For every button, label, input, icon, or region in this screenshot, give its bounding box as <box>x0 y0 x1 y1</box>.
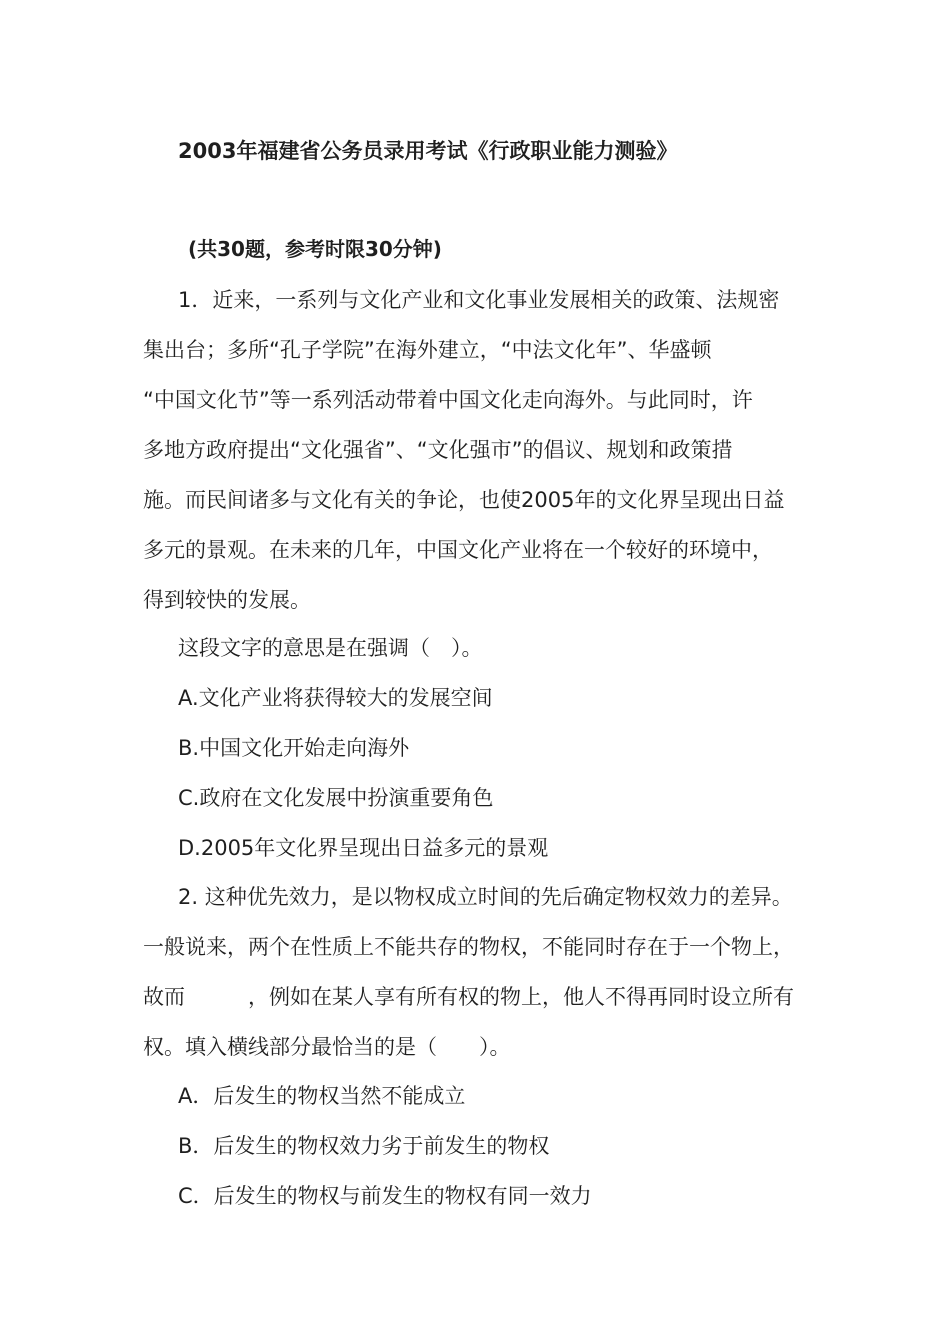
q2-paragraph-line: 一般说来，两个在性质上不能共存的物权，不能同时存在于一个物上， <box>143 935 794 959</box>
q1-option-b: B.中国文化开始走向海外 <box>178 736 410 760</box>
document-title: 2003年福建省公务员录用考试《行政职业能力测验》 <box>178 139 678 163</box>
q2-option-c: C．后发生的物权与前发生的物权有同一效力 <box>178 1184 592 1208</box>
q2-paragraph-line: 权。填入横线部分最恰当的是（ ）。 <box>143 1035 511 1059</box>
document-subtitle: (共30题，参考时限30分钟) <box>188 237 442 261</box>
q1-paragraph-line: 1．近来，一系列与文化产业和文化事业发展相关的政策、法规密 <box>178 288 780 312</box>
q1-option-a: A.文化产业将获得较大的发展空间 <box>178 686 493 710</box>
q1-option-c: C.政府在文化发展中扮演重要角色 <box>178 786 494 810</box>
q2-option-b: B．后发生的物权效力劣于前发生的物权 <box>178 1134 550 1158</box>
q1-paragraph-line: 得到较快的发展。 <box>143 588 311 612</box>
q2-paragraph-line: 2. 这种优先效力，是以物权成立时间的先后确定物权效力的差异。 <box>178 885 793 909</box>
q2-paragraph-line: 故而 ，例如在某人享有所有权的物上，他人不得再同时设立所有 <box>143 985 794 1009</box>
q1-option-d: D.2005年文化界呈现出日益多元的景观 <box>178 836 549 860</box>
q1-paragraph-line: 多地方政府提出“文化强省”、“文化强市”的倡议、规划和政策措 <box>143 438 733 462</box>
q1-paragraph-line: 多元的景观。在未来的几年，中国文化产业将在一个较好的环境中， <box>143 538 773 562</box>
q1-paragraph-line: “中国文化节”等一系列活动带着中国文化走向海外。与此同时，许 <box>143 388 753 412</box>
q1-paragraph-line: 集出台；多所“孔子学院”在海外建立，“中法文化年”、华盛顿 <box>143 338 712 362</box>
q2-option-a: A．后发生的物权当然不能成立 <box>178 1084 466 1108</box>
q1-stem: 这段文字的意思是在强调（ ）。 <box>178 636 483 660</box>
q1-paragraph-line: 施。而民间诸多与文化有关的争论，也使2005年的文化界呈现出日益 <box>143 488 785 512</box>
